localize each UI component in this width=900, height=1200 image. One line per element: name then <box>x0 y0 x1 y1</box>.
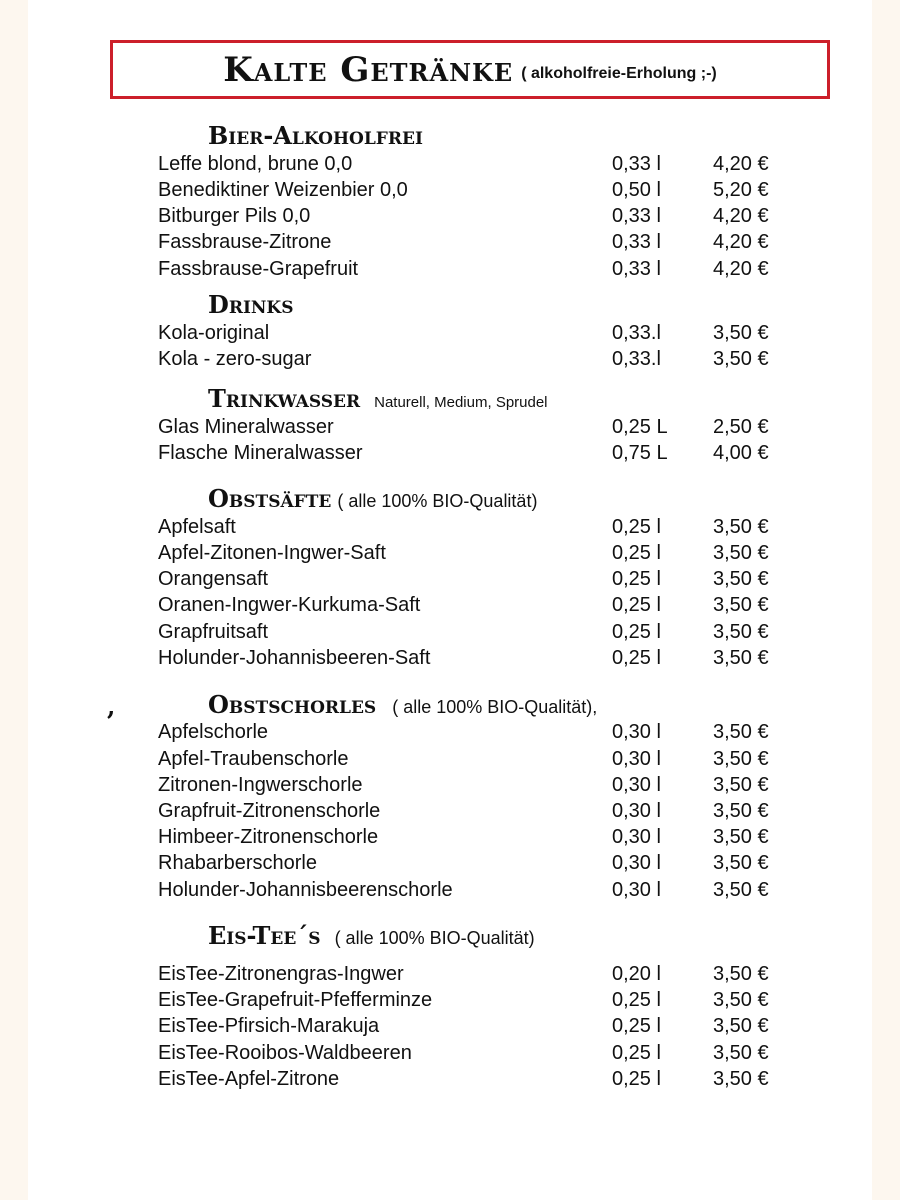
menu-item <box>158 177 798 203</box>
section-heading-label: Trinkwasser <box>208 384 361 413</box>
item-name: Grapfruitsaft <box>158 621 269 643</box>
menu-item <box>158 798 798 824</box>
section-heading-obstsaefte <box>208 485 537 515</box>
menu-item <box>158 414 798 440</box>
item-price: 3,50 € <box>713 800 769 822</box>
menu-item <box>158 1066 798 1092</box>
item-name: Kola-original <box>158 322 270 344</box>
page-title: Kalte Getränke <box>223 49 514 90</box>
menu-item <box>158 229 798 255</box>
item-price: 3,50 € <box>713 826 769 848</box>
item-name: Oranen-Ingwer-Kurkuma-Saft <box>158 594 421 616</box>
item-price: 4,20 € <box>713 231 769 253</box>
item-volume: 0,25 l <box>612 568 661 590</box>
item-volume: 0,33 l <box>612 231 661 253</box>
item-price: 4,20 € <box>713 153 769 175</box>
item-name: Zitronen-Ingwerschorle <box>158 774 363 796</box>
item-volume: 0,33 l <box>612 205 661 227</box>
item-price: 3,50 € <box>713 748 769 770</box>
section-heading-label: Drinks <box>208 290 294 319</box>
item-name: Leffe blond, brune 0,0 <box>158 153 353 175</box>
item-price: 3,50 € <box>713 1068 769 1090</box>
section-note: ( alle 100% BIO-Qualität) <box>334 928 535 948</box>
item-price: 4,20 € <box>713 205 769 227</box>
menu-item <box>158 203 798 229</box>
item-volume: 0,25 l <box>612 647 661 669</box>
item-name: Apfelsaft <box>158 516 236 538</box>
item-volume: 0,25 l <box>612 516 661 538</box>
item-volume: 0,33 l <box>612 258 661 280</box>
item-volume: 0,30 l <box>612 721 661 743</box>
item-price: 3,50 € <box>713 322 769 344</box>
section-note: ( alle 100% BIO-Qualität), <box>392 697 598 717</box>
item-name: EisTee-Pfirsich-Marakuja <box>158 1015 380 1037</box>
item-price: 3,50 € <box>713 879 769 901</box>
item-volume: 0,30 l <box>612 879 661 901</box>
menu-item <box>158 987 798 1013</box>
menu-item <box>158 824 798 850</box>
item-volume: 0,25 l <box>612 542 661 564</box>
menu-item <box>158 151 798 177</box>
item-name: EisTee-Zitronengras-Ingwer <box>158 963 404 985</box>
menu-item <box>158 772 798 798</box>
section-heading-obstschorles <box>208 691 597 721</box>
menu-item <box>158 540 798 566</box>
menu-title-box <box>110 40 830 99</box>
item-volume: 0,25 l <box>612 594 661 616</box>
item-volume: 0,33.l <box>612 348 661 370</box>
item-price: 3,50 € <box>713 621 769 643</box>
item-price: 3,50 € <box>713 852 769 874</box>
item-price: 3,50 € <box>713 647 769 669</box>
menu-item <box>158 719 798 745</box>
item-volume: 0,25 l <box>612 989 661 1011</box>
item-price: 3,50 € <box>713 516 769 538</box>
item-volume: 0,25 l <box>612 621 661 643</box>
menu-item <box>158 256 798 282</box>
section-heading-label: Obstschorles <box>208 690 377 719</box>
stray-comma: , <box>107 692 116 721</box>
menu-item <box>158 850 798 876</box>
item-name: Grapfruit-Zitronenschorle <box>158 800 381 822</box>
item-price: 3,50 € <box>713 774 769 796</box>
menu-item <box>158 566 798 592</box>
item-name: Fassbrause-Zitrone <box>158 231 332 253</box>
item-volume: 0,33.l <box>612 322 661 344</box>
item-volume: 0,30 l <box>612 774 661 796</box>
item-price: 3,50 € <box>713 594 769 616</box>
section-note: Naturell, Medium, Sprudel <box>374 394 548 411</box>
item-volume: 0,25 l <box>612 1015 661 1037</box>
item-volume: 0,25 l <box>612 1042 661 1064</box>
item-price: 3,50 € <box>713 989 769 1011</box>
item-price: 3,50 € <box>713 568 769 590</box>
item-name: Flasche Mineralwasser <box>158 442 363 464</box>
item-volume: 0,30 l <box>612 748 661 770</box>
item-price: 2,50 € <box>713 416 769 438</box>
page-subtitle: ( alkoholfreie-Erholung ;-) <box>521 64 717 82</box>
item-name: Orangensaft <box>158 568 269 590</box>
item-name: EisTee-Apfel-Zitrone <box>158 1068 340 1090</box>
item-price: 3,50 € <box>713 721 769 743</box>
menu-item <box>158 1040 798 1066</box>
item-price: 3,50 € <box>713 963 769 985</box>
menu-item <box>158 514 798 540</box>
item-name: EisTee-Rooibos-Waldbeeren <box>158 1042 412 1064</box>
item-name: Himbeer-Zitronenschorle <box>158 826 379 848</box>
item-price: 4,00 € <box>713 442 769 464</box>
menu-item <box>158 746 798 772</box>
section-heading-trinkwasser <box>208 385 548 417</box>
item-name: Holunder-Johannisbeerenschorle <box>158 879 453 901</box>
section-heading-bier-alkoholfrei <box>208 122 423 150</box>
menu-item <box>158 440 798 466</box>
item-name: Kola - zero-sugar <box>158 348 312 370</box>
menu-item <box>158 961 798 987</box>
item-volume: 0,50 l <box>612 179 661 201</box>
item-name: Holunder-Johannisbeeren-Saft <box>158 647 431 669</box>
item-name: EisTee-Grapefruit-Pfefferminze <box>158 989 433 1011</box>
menu-item <box>158 1013 798 1039</box>
menu-item <box>158 645 798 671</box>
menu-item <box>158 619 798 645</box>
item-price: 5,20 € <box>713 179 769 201</box>
item-volume: 0,25 l <box>612 1068 661 1090</box>
item-price: 4,20 € <box>713 258 769 280</box>
section-heading-label: Eis-Tee´s <box>208 921 321 950</box>
section-heading-label: Bier-Alkoholfrei <box>208 121 423 150</box>
item-name: Apfel-Traubenschorle <box>158 748 349 770</box>
item-name: Fassbrause-Grapefruit <box>158 258 359 280</box>
item-volume: 0,20 l <box>612 963 661 985</box>
item-price: 3,50 € <box>713 1042 769 1064</box>
menu-item <box>158 592 798 618</box>
item-name: Benediktiner Weizenbier 0,0 <box>158 179 408 201</box>
section-heading-eis-tees <box>208 922 535 952</box>
item-volume: 0,33 l <box>612 153 661 175</box>
item-volume: 0,30 l <box>612 852 661 874</box>
item-price: 3,50 € <box>713 542 769 564</box>
menu-item <box>158 346 798 372</box>
section-note: ( alle 100% BIO-Qualität) <box>337 491 538 511</box>
item-name: Glas Mineralwasser <box>158 416 334 438</box>
item-volume: 0,75 L <box>612 442 668 464</box>
item-price: 3,50 € <box>713 1015 769 1037</box>
item-price: 3,50 € <box>713 348 769 370</box>
item-name: Apfelschorle <box>158 721 269 743</box>
section-heading-label: Obstsäfte <box>208 484 332 513</box>
section-heading-drinks <box>208 291 293 319</box>
item-name: Apfel-Zitonen-Ingwer-Saft <box>158 542 386 564</box>
item-volume: 0,30 l <box>612 800 661 822</box>
menu-item <box>158 877 798 903</box>
item-name: Bitburger Pils 0,0 <box>158 205 311 227</box>
item-volume: 0,25 L <box>612 416 668 438</box>
item-name: Rhabarberschorle <box>158 852 317 874</box>
item-volume: 0,30 l <box>612 826 661 848</box>
menu-item <box>158 320 798 346</box>
